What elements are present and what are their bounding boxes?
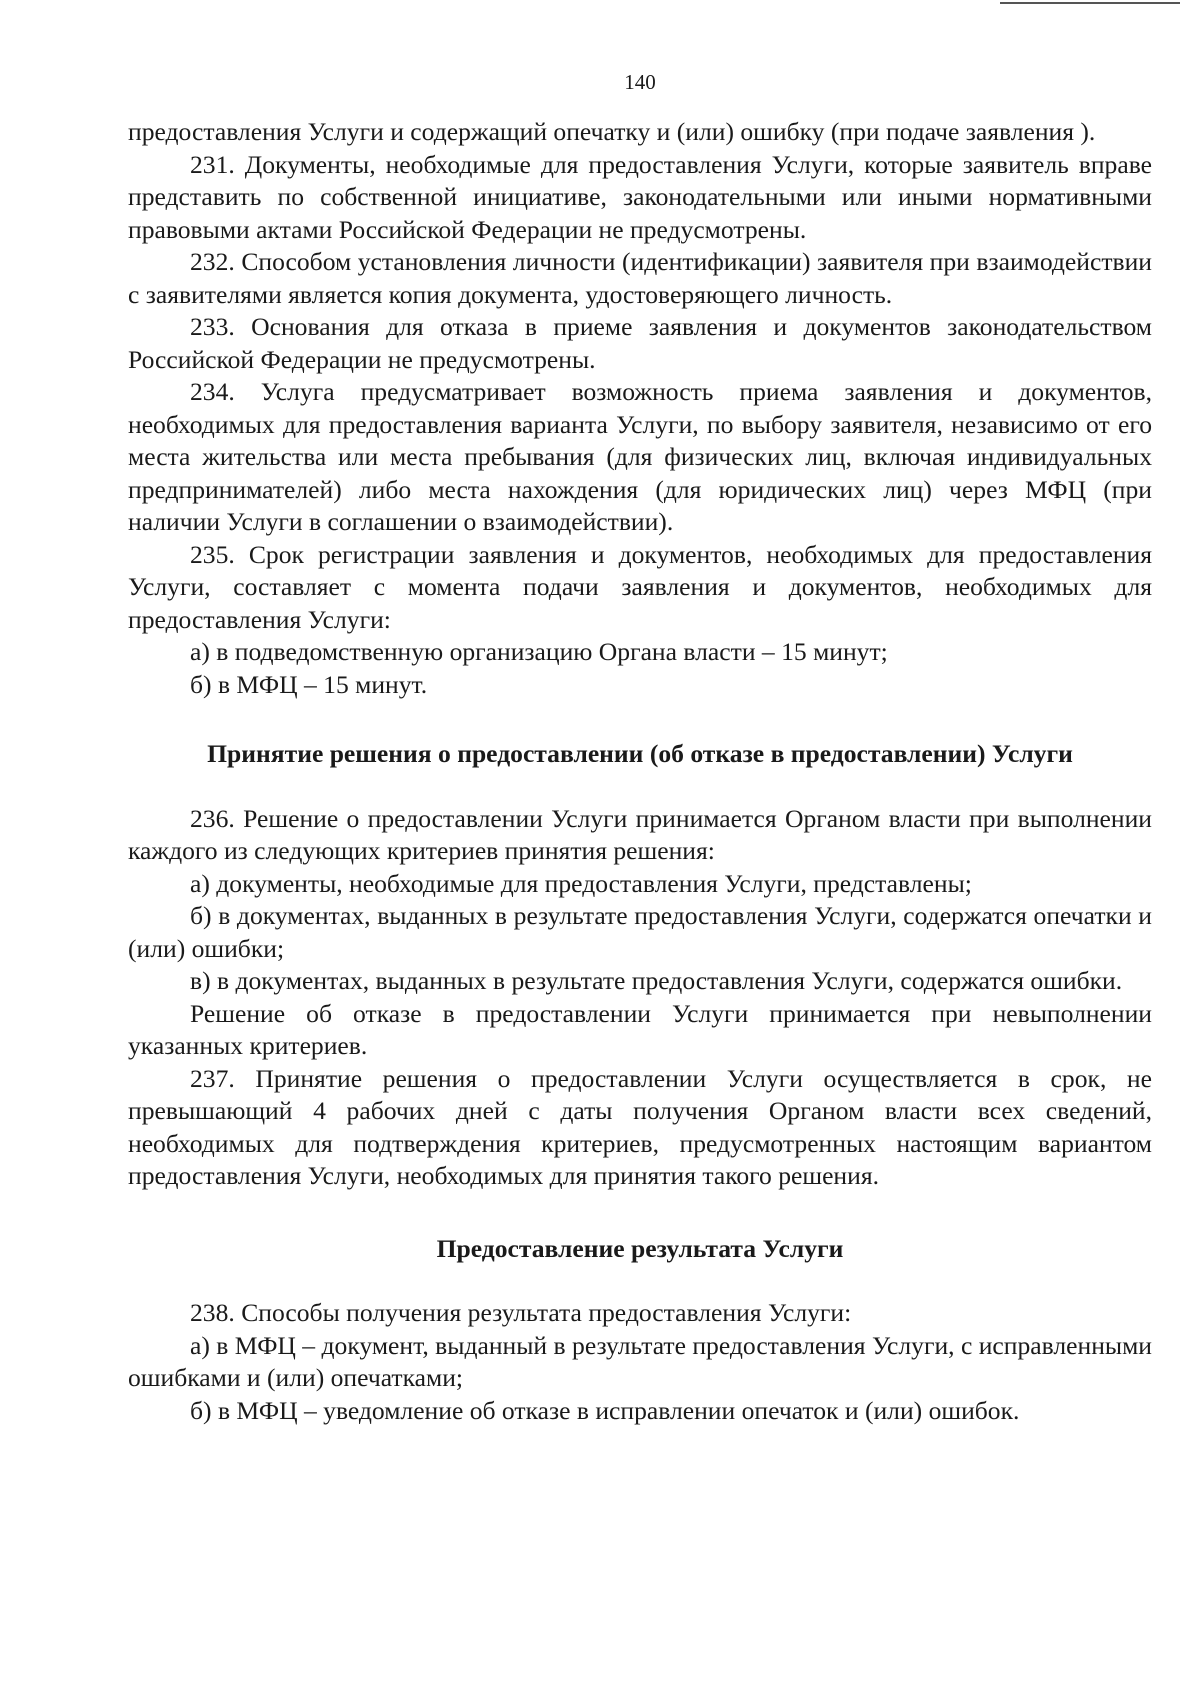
paragraph-231: 231. Документы, необходимые для предоставления Услуги, которые заявитель вправе представить по собственной инициативе, законодательными или иными нормативными правовыми актами Российской Федерации не предусмотрены.	[128, 149, 1152, 244]
paragraph-236-item-c: в) в документах, выданных в результате предоставления Услуги, содержатся ошибки.	[190, 966, 1123, 995]
paragraph-237: 237. Принятие решения о предоставлении Услуги осуществляется в срок, не превышающий 4 рабочих дней с даты получения Органом власти всех сведений, необходимых для подтверждения критериев, предусмотренных настоящим вариантом предоставления Услуги, необходимых для принятия такого решения.	[128, 1063, 1152, 1190]
section-heading-result: Предоставление результата Услуги	[436, 1233, 844, 1263]
paragraph-235-item-a: а) в подведомственную организацию Органа власти – 15 минут;	[190, 637, 888, 666]
paragraph-238: 238. Способы получения результата предоставления Услуги:	[190, 1298, 852, 1327]
paragraph-236-item-b: б) в документах, выданных в результате предоставления Услуги, содержатся опечатки и (или) ошибки;	[128, 901, 1152, 963]
paragraph-232: 232. Способом установления личности (идентификации) заявителя при взаимодействии с заявителями является копия документа, удостоверяющего личность.	[128, 247, 1152, 309]
paragraph-235-item-b: б) в МФЦ – 15 минут.	[190, 669, 428, 699]
paragraph-233: 233. Основания для отказа в приеме заявления и документов законодательством Российской Федерации не предусмотрены.	[128, 312, 1152, 374]
section-heading-decision: Принятие решения о предоставлении (об отказе в предоставлении) Услуги	[207, 739, 1073, 768]
top-edge-rule	[1000, 2, 1180, 4]
paragraph-238-item-b: б) в МФЦ – уведомление об отказе в исправлении опечаток и (или) ошибок.	[190, 1395, 1020, 1425]
document-body	[128, 116, 1152, 1427]
paragraph-236: 236. Решение о предоставлении Услуги принимается Органом власти при выполнении каждого из следующих критериев принятия решения:	[128, 803, 1152, 865]
paragraph-refusal-decision: Решение об отказе в предоставлении Услуги принимается при невыполнении указанных критериев.	[128, 998, 1152, 1060]
paragraph-235: 235. Срок регистрации заявления и документов, необходимых для предоставления Услуги, составляет с момента подачи заявления и документов, необходимых для предоставления Услуги:	[128, 539, 1152, 634]
paragraph-238-item-a: а) в МФЦ – документ, выданный в результате предоставления Услуги, с исправленными ошибками и (или) опечатками;	[128, 1330, 1152, 1392]
paragraph-continuation: предоставления Услуги и содержащий опечатку и (или) ошибку (при подаче заявления ).	[128, 117, 1096, 146]
paragraph-236-item-a: а) документы, необходимые для предоставления Услуги, представлены;	[190, 868, 972, 898]
page-number: 140	[624, 70, 656, 94]
paragraph-234: 234. Услуга предусматривает возможность приема заявления и документов, необходимых для предоставления варианта Услуги, по выбору заявителя, независимо от его места жительства или места пребывания (для физических лиц, включая индивидуальных предпринимателей) либо места нахождения (для юридических лиц) через МФЦ (при наличии Услуги в соглашении о взаимодействии).	[128, 377, 1152, 536]
